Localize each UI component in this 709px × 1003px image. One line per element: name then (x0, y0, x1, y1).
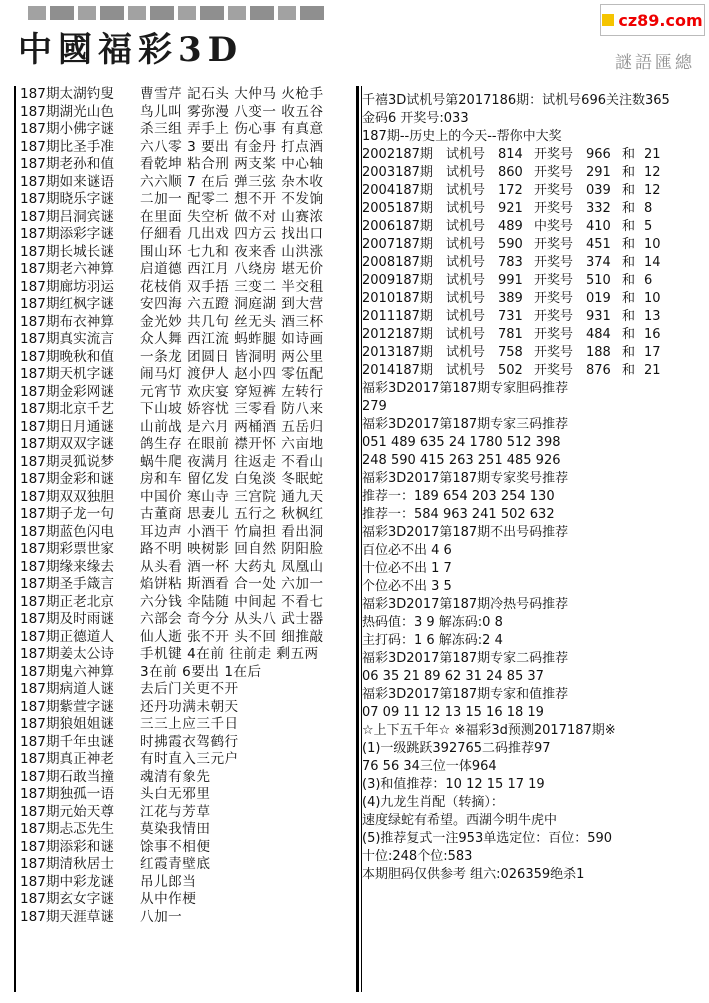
history-sum: 14 (644, 255, 661, 270)
riddle-row (16, 174, 356, 192)
history-sum: 12 (644, 183, 661, 198)
riddle-label: 187期正德道人 (20, 628, 114, 645)
recommendation-line: 福彩3D2017第187期专家二码推荐 (362, 651, 569, 666)
recommendation-line: 推荐一：584 963 241 502 632 (362, 507, 555, 522)
recommendation-line: 十位必不出 1 7 (362, 561, 452, 576)
history-draw: 510 (586, 273, 611, 288)
history-row (362, 308, 702, 326)
history-draw-label: 开奖号 (534, 147, 574, 162)
riddle-label: 187期忐忑先生 (20, 821, 114, 837)
history-trial: 389 (498, 291, 523, 306)
riddle-label: 187期晓乐字谜 (20, 191, 114, 207)
history-trial-label: 试机号 (446, 219, 486, 234)
riddle-text: 启道德 西江月 八绕房 堪无价 (140, 261, 324, 277)
riddle-text: 时拂霞衣驾鹤行 (140, 733, 239, 750)
riddle-row (16, 209, 356, 227)
riddle-row (16, 874, 356, 892)
riddle-label: 187期北京千艺 (20, 401, 114, 417)
riddle-text: 还丹功满未朝天 (140, 698, 239, 715)
history-sum: 21 (644, 363, 661, 378)
history-trial: 991 (498, 273, 523, 288)
riddle-label: 187期双双独胆 (20, 488, 114, 505)
recommendation-line: 本期胆码仅供参考 组六:026359绝杀1 (362, 867, 585, 882)
riddle-row (16, 734, 356, 752)
riddle-text: 花枝俏 双手捂 三变二 半交租 (140, 278, 324, 295)
riddle-row (16, 454, 356, 472)
site-logo-text: cz89.com (618, 10, 703, 30)
history-trial-label: 试机号 (446, 291, 486, 306)
history-trial: 489 (498, 219, 523, 234)
riddle-row (16, 331, 356, 349)
riddle-row (16, 804, 356, 822)
history-row (362, 362, 702, 380)
history-draw: 332 (586, 201, 611, 216)
history-row (362, 326, 702, 344)
prediction-panel (362, 92, 702, 992)
riddle-row (16, 384, 356, 402)
history-sum: 8 (644, 201, 653, 216)
riddle-label: 187期双双字谜 (20, 436, 114, 452)
riddle-text: 从中作梗 (140, 891, 197, 907)
history-row (362, 146, 702, 164)
riddle-row (16, 909, 356, 927)
riddle-row (16, 314, 356, 332)
riddle-label: 187期小佛字谜 (20, 121, 114, 137)
riddle-label: 187期真实流言 (20, 331, 114, 347)
riddle-row (16, 524, 356, 542)
history-trial: 758 (498, 345, 523, 360)
recommendation-line: 051 489 635 24 1780 512 398 (362, 435, 561, 450)
riddle-text: 闹马灯 渡伊人 赵小四 零伍配 (140, 366, 324, 382)
riddle-text: 魂清有象先 (140, 768, 211, 785)
riddle-text: 在里面 失空析 做不对 山赛浓 (140, 208, 324, 225)
riddle-row (16, 279, 356, 297)
riddle-list (14, 86, 359, 992)
riddle-label: 187期清秋居士 (20, 856, 114, 872)
riddle-label: 187期长城长谜 (20, 243, 114, 260)
riddle-row (16, 681, 356, 699)
riddle-text: 蜗牛爬 夜满月 往返走 不看山 (140, 453, 324, 470)
history-trial-label: 试机号 (446, 165, 486, 180)
riddle-row (16, 349, 356, 367)
recommendation-line: 07 09 11 12 13 15 16 18 19 (362, 705, 544, 720)
riddle-text: 看乾坤 粘合刑 两支桨 中心轴 (140, 156, 324, 172)
history-period: 2005187期 (362, 201, 433, 216)
riddle-text: 六六顺 7 在后 弹三弦 杂木收 (140, 173, 324, 190)
history-trial-label: 试机号 (446, 345, 486, 360)
recommendation-lines (362, 380, 702, 884)
riddle-label: 187期比圣手准 (20, 138, 114, 155)
riddle-row (16, 104, 356, 122)
riddle-label: 187期添彩字谜 (20, 226, 114, 242)
riddle-text: 耳边声 小酒干 竹扁担 看出洞 (140, 523, 324, 540)
riddle-label: 187期狼姐姐谜 (20, 716, 114, 732)
riddle-row (16, 296, 356, 314)
riddle-text: 仔細看 几出戏 四方云 找出口 (140, 226, 324, 242)
history-and: 和 (622, 201, 636, 216)
riddle-text: 元宵节 欢庆宴 穿短裤 左转行 (140, 383, 324, 400)
history-trial: 860 (498, 165, 523, 180)
history-row (362, 344, 702, 362)
riddle-text: 头白无邪里 (140, 786, 211, 802)
riddle-text: 红霞青壁底 (140, 856, 211, 872)
header-top-strip (28, 6, 328, 20)
history-draw: 188 (586, 345, 611, 360)
history-title: 187期--历史上的今天--帮你中大奖 (362, 129, 562, 144)
riddle-row (16, 716, 356, 734)
history-draw: 451 (586, 237, 611, 252)
riddle-row (16, 699, 356, 717)
riddle-row (16, 646, 356, 664)
riddle-label: 187期添彩和谜 (20, 838, 114, 855)
riddle-text: 下山坡 娇容忧 三零看 防八来 (140, 401, 324, 417)
riddle-text: 中国价 寒山寺 三宫院 通九天 (140, 488, 324, 505)
riddle-row (16, 401, 356, 419)
riddle-label: 187期金彩网谜 (20, 383, 114, 400)
history-and: 和 (622, 309, 636, 324)
history-draw-label: 开奖号 (534, 273, 574, 288)
history-draw-label: 开奖号 (534, 327, 574, 342)
history-trial-label: 试机号 (446, 363, 486, 378)
riddle-text: 鸽生存 在眼前 襟开怀 六亩地 (140, 436, 324, 452)
history-and: 和 (622, 183, 636, 198)
riddle-label: 187期真正神老 (20, 751, 114, 767)
riddle-label: 187期如来谜语 (20, 173, 114, 190)
logo-square-icon (602, 14, 614, 26)
riddle-label: 187期金彩和谜 (20, 471, 114, 487)
recommendation-line: 福彩3D2017第187期专家和值推荐 (362, 687, 569, 702)
riddle-text: 二加一 配零二 想不开 不发饷 (140, 191, 324, 207)
recommendation-line: (3)和值推荐：10 12 15 17 19 (362, 777, 545, 792)
riddle-row (16, 559, 356, 577)
riddle-label: 187期老孙和值 (20, 156, 114, 172)
history-trial: 590 (498, 237, 523, 252)
riddle-text: 安四海 六五蹬 洞庭湖 到大营 (140, 296, 324, 312)
history-row (362, 236, 702, 254)
recommendation-line: 推荐一：189 654 203 254 130 (362, 489, 555, 504)
history-period: 2010187期 (362, 291, 433, 306)
history-trial-label: 试机号 (446, 183, 486, 198)
history-sum: 6 (644, 273, 653, 288)
recommendation-line: 06 35 21 89 62 31 24 85 37 (362, 669, 544, 684)
history-trial-label: 试机号 (446, 273, 486, 288)
history-table (362, 146, 702, 380)
history-draw-label: 开奖号 (534, 255, 574, 270)
riddle-text: 房和车 留亿发 白兔淡 冬眠蛇 (140, 471, 324, 487)
history-trial-label: 试机号 (446, 327, 486, 342)
riddle-label: 187期红枫字谜 (20, 296, 114, 312)
riddle-text: 鸟儿叫 雾弥漫 八变一 收五谷 (140, 103, 324, 120)
riddle-label: 187期石敢当撞 (20, 768, 114, 785)
riddle-label: 187期蓝色闪电 (20, 523, 114, 540)
riddle-label: 187期湖光山色 (20, 103, 114, 120)
history-row (362, 272, 702, 290)
history-draw-label: 开奖号 (534, 165, 574, 180)
history-trial-label: 试机号 (446, 309, 486, 324)
riddle-text: 三三上应三千日 (140, 716, 239, 732)
history-draw: 374 (586, 255, 611, 270)
recommendation-line: 福彩3D2017第187期专家奖号推荐 (362, 471, 569, 486)
history-sum: 16 (644, 327, 661, 342)
history-sum: 13 (644, 309, 661, 324)
history-row (362, 164, 702, 182)
history-row (362, 200, 702, 218)
riddle-row (16, 576, 356, 594)
history-draw-label: 开奖号 (534, 237, 574, 252)
history-draw-label: 开奖号 (534, 291, 574, 306)
history-draw-label: 开奖号 (534, 183, 574, 198)
riddle-label: 187期中彩龙谜 (20, 873, 114, 890)
history-and: 和 (622, 363, 636, 378)
riddle-text: 八加一 (140, 908, 183, 925)
history-draw: 931 (586, 309, 611, 324)
history-period: 2002187期 (362, 147, 433, 162)
riddle-row (16, 506, 356, 524)
riddle-label: 187期缘来缘去 (20, 558, 114, 575)
riddle-label: 187期子龙一句 (20, 506, 114, 522)
riddle-text: 围山环 七九和 夜来香 山洪涨 (140, 243, 324, 260)
history-and: 和 (622, 273, 636, 288)
history-sum: 12 (644, 165, 661, 180)
riddle-text: 众人舞 西江流 蚂蚱腿 如诗画 (140, 331, 324, 347)
riddle-label: 187期及时雨谜 (20, 611, 114, 627)
history-and: 和 (622, 165, 636, 180)
riddle-text: 金光妙 共几句 丝无头 酒三杯 (140, 313, 324, 330)
history-trial-label: 试机号 (446, 147, 486, 162)
history-sum: 10 (644, 237, 661, 252)
riddle-label: 187期晚秋和值 (20, 348, 114, 365)
golden-code: 金码6 开奖号:033 (362, 111, 469, 126)
history-draw: 039 (586, 183, 611, 198)
history-draw-label: 开奖号 (534, 309, 574, 324)
history-draw-label: 开奖号 (534, 363, 574, 378)
history-and: 和 (622, 219, 636, 234)
history-draw-label: 开奖号 (534, 345, 574, 360)
history-period: 2012187期 (362, 327, 433, 342)
recommendation-line: 248 590 415 263 251 485 926 (362, 453, 561, 468)
recommendation-line: 百位必不出 4 6 (362, 543, 452, 558)
riddle-label: 187期吕洞宾谜 (20, 208, 114, 225)
riddle-label: 187期日月通谜 (20, 418, 114, 435)
history-sum: 17 (644, 345, 661, 360)
riddle-text: 山前战 是六月 两桶酒 五岳归 (140, 418, 324, 435)
history-and: 和 (622, 255, 636, 270)
riddle-text: 馀事不相便 (140, 838, 211, 855)
riddle-text: 焰饼粘 斯酒看 合一处 六加一 (140, 576, 324, 592)
riddle-row (16, 611, 356, 629)
riddle-label: 187期布衣神算 (20, 313, 114, 330)
riddle-row (16, 261, 356, 279)
riddle-row (16, 839, 356, 857)
history-sum: 21 (644, 147, 661, 162)
riddle-row (16, 86, 356, 104)
riddle-label: 187期廊坊羽运 (20, 278, 114, 295)
history-trial: 731 (498, 309, 523, 324)
recommendation-line: 福彩3D2017第187期专家胆码推荐 (362, 381, 569, 396)
history-row (362, 182, 702, 200)
recommendation-line: 福彩3D2017第187期不出号码推荐 (362, 525, 569, 540)
recommendation-line: 76 56 34三位一体964 (362, 759, 497, 774)
brand-title: 中國福彩3D (18, 30, 244, 70)
history-and: 和 (622, 327, 636, 342)
riddle-row (16, 139, 356, 157)
history-draw: 484 (586, 327, 611, 342)
history-trial: 172 (498, 183, 523, 198)
riddle-label: 187期老六神算 (20, 261, 114, 277)
riddle-row (16, 629, 356, 647)
history-draw: 410 (586, 219, 611, 234)
history-period: 2006187期 (362, 219, 433, 234)
riddle-row (16, 541, 356, 559)
riddle-label: 187期玄女字谜 (20, 891, 114, 907)
history-row (362, 218, 702, 236)
history-trial: 921 (498, 201, 523, 216)
history-period: 2013187期 (362, 345, 433, 360)
history-period: 2003187期 (362, 165, 433, 180)
riddle-label: 187期天机字谜 (20, 366, 114, 382)
recommendation-line: 速度绿蛇有希望。西湖今明牛虎中 (362, 813, 558, 828)
header (0, 0, 709, 82)
history-row (362, 254, 702, 272)
riddle-label: 187期病道人谜 (20, 681, 114, 697)
riddle-row (16, 436, 356, 454)
recommendation-line: 福彩3D2017第187期专家三码推荐 (362, 417, 569, 432)
riddle-row (16, 419, 356, 437)
riddle-label: 187期正老北京 (20, 593, 114, 610)
recommendation-line: 主打码：1 6 解冻码:2 4 (362, 633, 503, 648)
history-period: 2009187期 (362, 273, 433, 288)
history-trial: 781 (498, 327, 523, 342)
riddle-row (16, 891, 356, 909)
recommendation-line: (5)推荐复式一注953单选定位：百位：590 (362, 831, 613, 846)
recommendation-line: 279 (362, 399, 387, 414)
site-logo[interactable] (600, 4, 705, 36)
riddle-label: 187期太湖钓叟 (20, 86, 114, 102)
history-sum: 5 (644, 219, 653, 234)
history-trial-label: 试机号 (446, 255, 486, 270)
history-draw: 019 (586, 291, 611, 306)
recommendation-line: 热码值：3 9 解冻码:0 8 (362, 615, 503, 630)
riddle-text: 3在前 6要出 1在后 (140, 663, 262, 680)
riddle-label: 187期圣手箴言 (20, 576, 114, 592)
history-draw: 876 (586, 363, 611, 378)
history-row (362, 290, 702, 308)
history-draw: 966 (586, 147, 611, 162)
riddle-text: 六分钱 伞陆随 中间起 不看七 (140, 593, 324, 610)
riddle-label: 187期独孤一语 (20, 786, 114, 802)
riddle-label: 187期姜太公诗 (20, 646, 114, 662)
history-and: 和 (622, 237, 636, 252)
riddle-row (16, 156, 356, 174)
recommendation-line: (1)一级跳跃392765二码推荐97 (362, 741, 551, 756)
history-and: 和 (622, 291, 636, 306)
header-right-text: 謎語匯總 (615, 53, 695, 73)
riddle-text: 去后门关更不开 (140, 681, 239, 697)
recommendation-line: 十位:248个位:583 (362, 849, 473, 864)
riddle-label: 187期天涯草谜 (20, 908, 114, 925)
history-trial-label: 试机号 (446, 201, 486, 216)
history-and: 和 (622, 345, 636, 360)
riddle-text: 从头看 酒一杯 大药丸 凤凰山 (140, 558, 324, 575)
riddle-row (16, 471, 356, 489)
history-sum: 10 (644, 291, 661, 306)
riddle-text: 莫染我情田 (140, 821, 211, 837)
riddle-text: 六部会 奇今分 从头八 武士器 (140, 611, 324, 627)
riddle-row (16, 751, 356, 769)
history-period: 2011187期 (362, 309, 433, 324)
history-trial-label: 试机号 (446, 237, 486, 252)
riddle-text: 仙人逝 张不开 头不回 细推敲 (140, 628, 324, 645)
riddle-row (16, 191, 356, 209)
history-trial: 502 (498, 363, 523, 378)
riddle-text: 路不明 映树影 回自然 阴阳脸 (140, 541, 324, 557)
riddle-row (16, 226, 356, 244)
riddle-row (16, 664, 356, 682)
riddle-text: 古董商 思妻儿 五行之 秋枫红 (140, 506, 324, 522)
history-draw-label: 开奖号 (534, 201, 574, 216)
recommendation-line: 福彩3D2017第187期冷热号码推荐 (362, 597, 569, 612)
history-draw-label: 中奖号 (534, 219, 574, 234)
riddle-row (16, 489, 356, 507)
riddle-row (16, 594, 356, 612)
riddle-row (16, 769, 356, 787)
recommendation-line: ☆上下五千年☆ ※福彩3d预测2017187期※ (362, 723, 616, 738)
riddle-text: 有时直入三元户 (140, 751, 239, 767)
trial-title: 千禧3D试机号第2017186期：试机号696关注数365 (362, 93, 670, 108)
riddle-text: 吊儿郎当 (140, 873, 197, 890)
riddle-label: 187期灵狐说梦 (20, 453, 114, 470)
riddle-text: 曹雪芹 記石头 大仲马 火枪手 (140, 86, 324, 102)
riddle-row (16, 121, 356, 139)
riddle-label: 187期千年虫谜 (20, 733, 114, 750)
riddle-text: 江花与芳草 (140, 803, 211, 820)
riddle-row (16, 366, 356, 384)
history-period: 2004187期 (362, 183, 433, 198)
recommendation-line: 个位必不出 3 5 (362, 579, 452, 594)
riddle-text: 六八零 3 要出 有金丹 打点酒 (140, 138, 324, 155)
history-trial: 814 (498, 147, 523, 162)
riddle-label: 187期紫萱字谜 (20, 698, 114, 715)
history-trial: 783 (498, 255, 523, 270)
recommendation-line: (4)九龙生肖配（转摘）： (362, 795, 504, 810)
riddle-label: 187期彩票世家 (20, 541, 114, 557)
riddle-row (16, 856, 356, 874)
history-period: 2007187期 (362, 237, 433, 252)
riddle-row (16, 821, 356, 839)
riddle-text: 一条龙 团圆日 皆洞明 两公里 (140, 348, 324, 365)
history-period: 2008187期 (362, 255, 433, 270)
riddle-text: 杀三组 弄手上 伤心事 有真意 (140, 121, 324, 137)
history-period: 2014187期 (362, 363, 433, 378)
riddle-row (16, 786, 356, 804)
riddle-row (16, 244, 356, 262)
riddle-text: 手机键 4在前 往前走 剩五两 (140, 646, 319, 662)
history-draw: 291 (586, 165, 611, 180)
riddle-label: 187期鬼六神算 (20, 663, 114, 680)
riddle-label: 187期元始天尊 (20, 803, 114, 820)
history-and: 和 (622, 147, 636, 162)
